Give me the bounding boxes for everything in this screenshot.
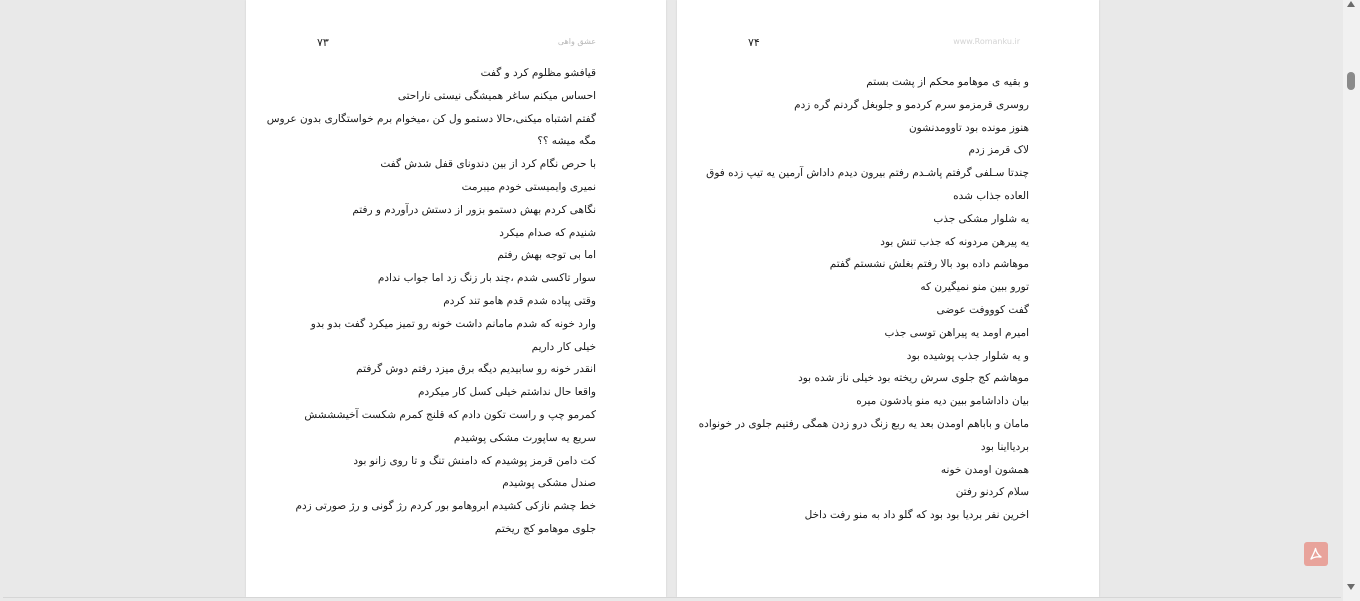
text-line: شنیدم که صدام میکرد (499, 226, 596, 239)
text-line: قیافشو مظلوم کرد و گفت (480, 67, 596, 79)
text-line: مامان و باباهم اومدن بعد یه ربع زنگ درو زدن همگی رفتیم جلوی در خونواده (698, 417, 1029, 430)
text-line: کمرمو چپ و راست تکون دادم که قلنج کمرم شکست آخیشششش (304, 408, 596, 421)
text-line: خیلی کار داریم (531, 340, 596, 353)
text-line: موهاشم داده بود بالا رفتم بغلش نشستم گفتم (829, 258, 1029, 271)
text-line: سریع یه ساپورت مشکی پوشیدم (453, 431, 596, 444)
scroll-thumb[interactable] (1347, 72, 1355, 90)
text-line: انقدر خونه رو سابیدیم دیگه برق میزد رفتم دوش گرفتم (356, 363, 596, 376)
vertical-scrollbar[interactable] (1343, 0, 1360, 601)
text-line: نمیری وایمیستی خودم میبرمت (461, 180, 596, 193)
text-line: گفت کوووفت عوضی (936, 303, 1029, 316)
text-line: یه شلوار مشکی جذب (933, 212, 1029, 225)
running-head: عشق واهی (557, 37, 596, 46)
text-line: روسری قرمزمو سرم کردمو و جلوبغل گردنم گره زدم (794, 98, 1029, 111)
page-text (699, 71, 1029, 527)
page-text (267, 62, 596, 541)
text-line: امیرم اومد یه پیراهن توسی جذب (884, 326, 1029, 339)
text-line: لاک قرمز زدم (968, 144, 1029, 157)
text-line: موهاشم کج جلوی سرش ریخته بود خیلی ناز شده بود (798, 372, 1029, 385)
text-line: نگاهی کردم بهش دستمو بزور از دستش درآوردم و رفتم (352, 203, 596, 216)
page-number: ۷۳ (317, 36, 329, 49)
text-line: با حرص نگام کرد از بین دندونای قفل شدش گفت (380, 158, 596, 171)
text-line: یه پیرهن مردونه که جذب تنش بود (880, 235, 1029, 248)
text-line: و یه شلوار جذب پوشیده بود (906, 349, 1029, 362)
text-line: واقعا حال نداشتم خیلی کسل کار میکردم (418, 386, 596, 399)
text-line: سوار تاکسی شدم ،چند بار زنگ زد اما جواب ندادم (377, 272, 596, 285)
page-74 (677, 0, 1099, 597)
pdf-acrobat-icon (1308, 546, 1324, 562)
text-line: بیان داداشامو ببین دیه منو یادشون میره (856, 395, 1029, 408)
text-line: العاده جذاب شده (953, 189, 1029, 202)
text-line: جلوی موهامو کج ریختم (494, 522, 596, 535)
running-head-watermark: www.Romanku.ir (953, 37, 1020, 46)
text-line: بردیااینا بود (980, 440, 1029, 453)
text-line: تورو ببین منو نمیگیرن که (920, 281, 1029, 294)
text-line: هنوز مونده بود تاوومدنشون (908, 121, 1029, 134)
text-line: صندل مشکی پوشیدم (502, 477, 596, 490)
text-line: احساس میکنم ساغر همیشگی نیستی ناراحتی (397, 89, 596, 102)
text-line: چندتا سـلفی گرفتم پاشـدم رفتم بیرون دیدم داداش آرمین یه تیپ زده فوق (706, 167, 1029, 180)
page-73 (246, 0, 666, 597)
text-line: اخرین نفر بردیا بود بود که گلو داد به منو رفت داخل (804, 509, 1029, 522)
page-number: ۷۴ (748, 36, 760, 49)
pdf-download-button[interactable] (1304, 542, 1328, 566)
scroll-down-arrow-icon[interactable] (1347, 584, 1355, 590)
text-line: وقتی پیاده شدم قدم هامو تند کردم (443, 294, 596, 307)
text-line: مگه میشه ؟؟ (537, 135, 596, 148)
text-line: و بقیه ی موهامو محکم از پشت بستم (866, 76, 1029, 88)
text-line: کت دامن قرمز پوشیدم که دامنش تنگ و تا روی زانو بود (353, 454, 596, 467)
text-line: سلام کردنو رفتن (955, 486, 1029, 499)
scroll-up-arrow-icon[interactable] (1347, 1, 1355, 7)
text-line: وارد خونه که شدم مامانم داشت خونه رو تمیز میکرد گفت بدو بدو (310, 317, 596, 330)
text-line: همشون اومدن خونه (940, 463, 1029, 476)
text-line: گفتم اشتباه میکنی،حالا دستمو ول کن ،میخوام برم خواستگاری بدون عروس (266, 112, 596, 125)
text-line: خط چشم نازکی کشیدم ابروهامو بور کردم رژ گونی و رژ صورتی زدم (295, 500, 596, 513)
document-viewer[interactable] (3, 0, 1341, 598)
text-line: اما بی توجه بهش رفتم (497, 249, 596, 262)
